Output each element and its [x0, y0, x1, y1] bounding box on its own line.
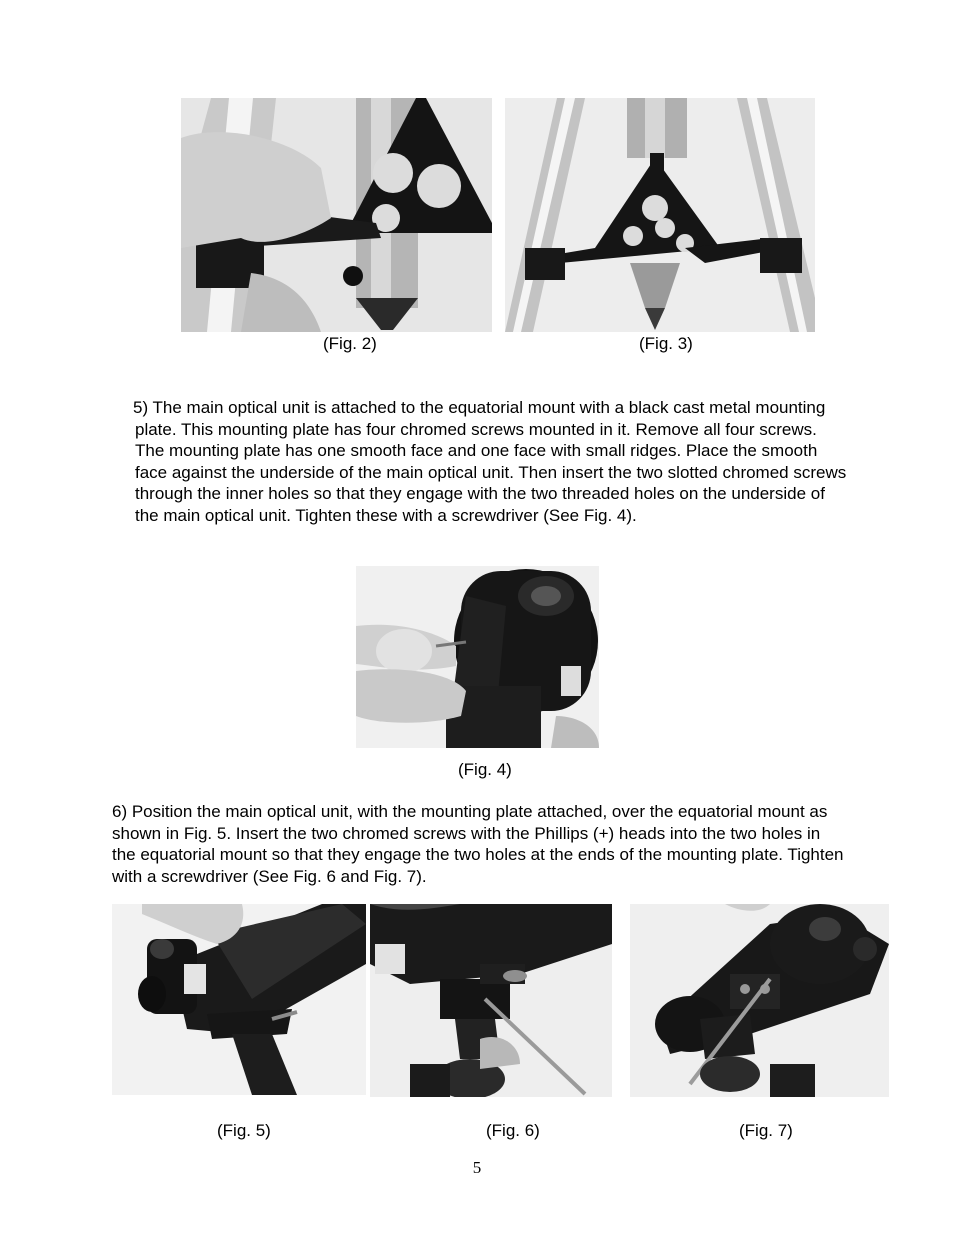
figure-2-photo	[181, 98, 492, 332]
figure-6-photo	[370, 904, 612, 1097]
figure-4-caption: (Fig. 4)	[458, 760, 512, 779]
page-number: 5	[472, 1158, 482, 1177]
figure-6-caption: (Fig. 6)	[486, 1121, 540, 1140]
figure-7-photo	[630, 904, 889, 1097]
step-6-paragraph: 6) Position the main optical unit, with the mounting plate attached, over the equatorial mount as shown in Fig. 5. Insert the two chromed screws with the Phillips (+) heads into the two holes in the equatorial mount so that they engage the two holes at the ends of the mounting plate. Tighten with a screwdriver (See Fig. 6 and Fig. 7).	[112, 802, 844, 886]
figure-4-photo	[356, 566, 599, 748]
figure-3-photo	[505, 98, 815, 332]
figure-5-photo	[112, 904, 366, 1095]
step-5-paragraph: 5) The main optical unit is attached to the equatorial mount with a black cast metal mounting plate. This mounting plate has four chromed screws mounted in it. Remove all four screws. The mounting plate has one smooth face and one face with small ridges. Place the smooth face against the underside of the main optical unit. Then insert the two slotted chromed screws through the inner holes so that they engage with the two threaded holes on the underside of the main optical unit. Tighten these with a screwdriver (See Fig. 4).	[133, 398, 847, 525]
figure-2-caption: (Fig. 2)	[323, 334, 377, 353]
figure-5-caption: (Fig. 5)	[217, 1121, 271, 1140]
figure-3-caption: (Fig. 3)	[639, 334, 693, 353]
figure-7-caption: (Fig. 7)	[739, 1121, 793, 1140]
